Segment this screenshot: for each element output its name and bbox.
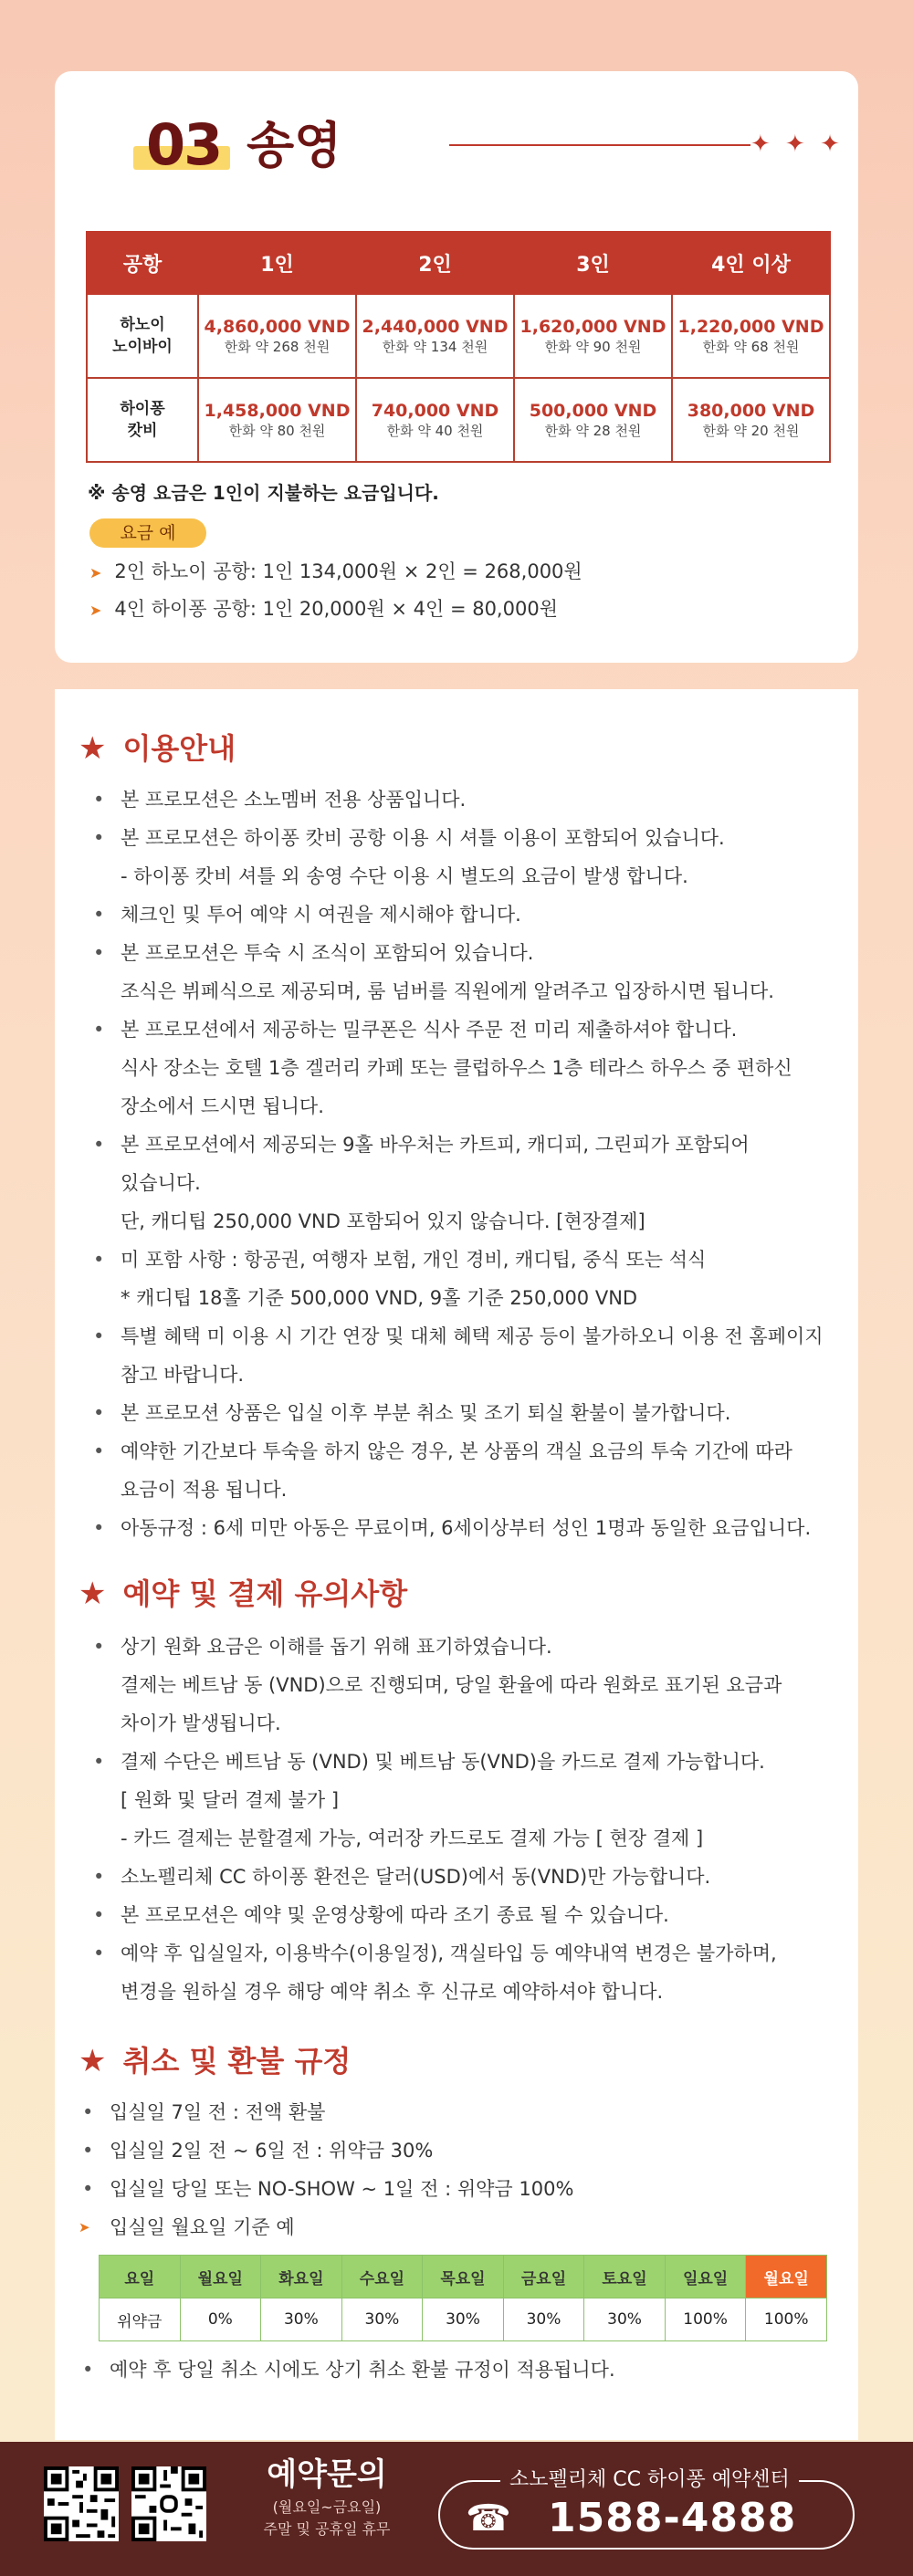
day-header-cell: 월요일 [180, 2256, 261, 2299]
list-item: • 미 포함 사항 : 항공권, 여행자 보험, 개인 경비, 캐디팁, 중식 또는 석식 [86, 1241, 844, 1279]
price-cell: 380,000 VND 한화 약 20 천원 [672, 378, 830, 462]
star-icon: ★ [79, 730, 107, 767]
list-item: 차이가 발생됩니다. [121, 1712, 281, 1734]
airport-cell: 하노이 노이바이 [87, 294, 198, 378]
list-item: - 하이퐁 캇비 셔틀 외 송영 수단 이용 시 별도의 요금이 발생 합니다. [121, 865, 688, 887]
list-item: 식사 장소는 호텔 1층 겔러리 카페 또는 클럽하우스 1층 테라스 하우스 중 편하신 [121, 1057, 792, 1079]
table-row [87, 294, 830, 378]
example-label-badge: 요금 예 [89, 518, 206, 548]
usage-section-title: ★ 이용안내 [79, 730, 236, 767]
airport-cell: 하이퐁 캇비 [87, 378, 198, 462]
refund-list [75, 2093, 833, 2246]
reservation-center-name: 소노펠리체 CC 하이퐁 예약센터 [500, 2466, 799, 2495]
footer [0, 2442, 913, 2576]
list-item: • 본 프로모션에서 제공하는 밀쿠폰은 식사 주문 전 미리 제출하셔야 합니다. [86, 1011, 844, 1049]
price-cell: 4,860,000 VND 한화 약 268 천원 [198, 294, 356, 378]
fare-example: ➤ 4인 하이퐁 공항: 1인 20,000원 × 4인 = 80,000원 [89, 598, 558, 620]
list-item: 참고 바랍니다. [121, 1364, 245, 1386]
day-header-cell: 월요일 [746, 2256, 827, 2299]
list-item: • 본 프로모션은 하이퐁 캇비 공항 이용 시 셔틀 이용이 포함되어 있습니다. [86, 819, 844, 857]
list-item: • 상기 원화 요금은 이해를 돕기 위해 표기하였습니다. [86, 1628, 844, 1666]
list-item: • 소노펠리체 CC 하이퐁 환전은 달러(USD)에서 동(VND)만 가능합니다. [86, 1858, 844, 1896]
list-item: • 예약 후 당일 취소 시에도 상기 취소 환불 규정이 적용됩니다. [75, 2351, 833, 2389]
star-icon: ★ [79, 2043, 107, 2079]
star-icon: ★ [79, 1576, 107, 1612]
column-header: 4인 이상 [672, 232, 830, 294]
payment-list [86, 1628, 844, 2011]
list-item: • 특별 혜택 미 이용 시 기간 연장 및 대체 혜택 제공 등이 불가하오니 이용 전 홈페이지 [86, 1317, 844, 1356]
price-cell: 1,620,000 VND 한화 약 90 천원 [514, 294, 672, 378]
column-header: 2인 [356, 232, 514, 294]
list-item: • 입실일 2일 전 ~ 6일 전 : 위약금 30% [75, 2131, 833, 2170]
penalty-cell: 30% [503, 2299, 584, 2341]
section-number: 03 [146, 111, 222, 178]
list-item: 장소에서 드시면 됩니다. [121, 1095, 324, 1117]
payment-section-title: ★ 예약 및 결제 유의사항 [79, 1576, 408, 1612]
shuttle-card [55, 71, 858, 663]
phone-icon: ☎ [466, 2497, 511, 2539]
arrow-icon: ➤ [89, 564, 102, 581]
list-item: • 입실일 당일 또는 NO-SHOW ~ 1일 전 : 위약금 100% [75, 2170, 833, 2208]
list-item: - 카드 결제는 분할결제 가능, 여러장 카드로도 결제 가능 [ 현장 결제 ] [121, 1827, 704, 1849]
penalty-cell: 30% [341, 2299, 423, 2341]
refund-section-title: ★ 취소 및 환불 규정 [79, 2043, 352, 2079]
list-item: • 본 프로모션 상품은 입실 이후 부분 취소 및 조기 퇴실 환불이 불가합니다. [86, 1394, 844, 1432]
price-cell: 740,000 VND 한화 약 40 천원 [356, 378, 514, 462]
list-item: * 캐디팁 18홀 기준 500,000 VND, 9홀 기준 250,000 VND [121, 1287, 638, 1309]
list-item: • 본 프로모션은 예약 및 운영상황에 따라 조기 종료 될 수 있습니다. [86, 1896, 844, 1934]
list-item: 있습니다. [121, 1172, 201, 1194]
qr-code [131, 2466, 206, 2541]
fare-example: ➤ 2인 하노이 공항: 1인 134,000원 × 2인 = 268,000원 [89, 560, 582, 582]
price-cell: 1,220,000 VND 한화 약 68 천원 [672, 294, 830, 378]
column-header: 공항 [87, 232, 198, 294]
penalty-cell: 100% [665, 2299, 746, 2341]
list-item: • 아동규정 : 6세 미만 아동은 무료이며, 6세이상부터 성인 1명과 동일한 요금입니다. [86, 1509, 844, 1547]
qr-code [44, 2466, 119, 2541]
penalty-cell: 30% [261, 2299, 342, 2341]
day-header-cell: 목요일 [423, 2256, 504, 2299]
list-item: 결제는 베트남 동 (VND)으로 진행되며, 당일 환율에 따라 원화로 표기된 요금과 [121, 1674, 782, 1696]
day-header-cell: 수요일 [341, 2256, 423, 2299]
penalty-cell: 위약금 [100, 2299, 181, 2341]
penalty-cell: 30% [584, 2299, 666, 2341]
day-header-cell: 화요일 [261, 2256, 342, 2299]
price-cell: 500,000 VND 한화 약 28 천원 [514, 378, 672, 462]
list-item: • 예약 후 입실일자, 이용박수(이용일정), 객실타입 등 예약내역 변경은 불가하며, [86, 1934, 844, 1973]
list-item: • 본 프로모션에서 제공되는 9홀 바우처는 카트피, 캐디피, 그린피가 포함되어 [86, 1126, 844, 1164]
list-item: 단, 캐디팁 250,000 VND 포함되어 있지 않습니다. [현장결제] [121, 1210, 645, 1232]
price-cell: 1,458,000 VND 한화 약 80 천원 [198, 378, 356, 462]
penalty-cell: 30% [423, 2299, 504, 2341]
section-title: 송영 [247, 117, 342, 174]
day-header-cell: 요일 [100, 2256, 181, 2299]
arrow-icon: ➤ [89, 602, 102, 619]
column-header: 1인 [198, 232, 356, 294]
penalty-cell: 0% [180, 2299, 261, 2341]
fare-note: ※ 송영 요금은 1인이 지불하는 요금입니다. [88, 482, 439, 504]
penalty-cell: 100% [746, 2299, 827, 2341]
price-cell: 2,440,000 VND 한화 약 134 천원 [356, 294, 514, 378]
table-row [100, 2299, 827, 2341]
list-item: • 결제 수단은 베트남 동 (VND) 및 베트남 동(VND)을 카드로 결제 가능합니다. [86, 1743, 844, 1781]
list-item: • 본 프로모션은 소노멤버 전용 상품입니다. [86, 780, 844, 819]
day-header-cell: 금요일 [503, 2256, 584, 2299]
refund-after-note [75, 2351, 833, 2389]
day-header-cell: 토요일 [584, 2256, 666, 2299]
shuttle-fare-table [86, 231, 831, 463]
header-divider [449, 144, 750, 146]
table-header-row [87, 232, 830, 294]
info-card [55, 689, 858, 2440]
business-hours: (월요일~금요일) 주말 및 공휴일 휴무 [263, 2498, 391, 2538]
day-header-cell: 일요일 [665, 2256, 746, 2299]
phone-number[interactable]: 1588-4888 [548, 2495, 797, 2541]
list-item: [ 원화 및 달러 결제 불가 ] [121, 1789, 340, 1811]
list-item: • 예약한 기간보다 투숙을 하지 않은 경우, 본 상품의 객실 요금의 투숙 기간에 따라 [86, 1432, 844, 1471]
column-header: 3인 [514, 232, 672, 294]
list-item: 변경을 원하실 경우 해당 예약 취소 후 신규로 예약하셔야 합니다. [121, 1981, 664, 2003]
list-item: 요금이 적용 됩니다. [121, 1479, 288, 1501]
list-item: • 입실일 7일 전 : 전액 환불 [75, 2093, 833, 2131]
sparkle-icon: ✦ ✦ ✦ [750, 131, 844, 158]
refund-penalty-table [99, 2255, 827, 2341]
table-row [87, 378, 830, 462]
list-item: 조식은 뷔페식으로 제공되며, 룸 넘버를 직원에게 알려주고 입장하시면 됩니다. [121, 980, 774, 1002]
usage-list [86, 780, 844, 1547]
list-item: • 본 프로모션은 투숙 시 조식이 포함되어 있습니다. [86, 934, 844, 972]
reservation-inquiry-title: 예약문의 [267, 2456, 387, 2493]
list-item: • 체크인 및 투어 예약 시 여권을 제시해야 합니다. [86, 895, 844, 934]
table-header-row [100, 2256, 827, 2299]
list-item: ➤ 입실일 월요일 기준 예 [75, 2208, 833, 2246]
